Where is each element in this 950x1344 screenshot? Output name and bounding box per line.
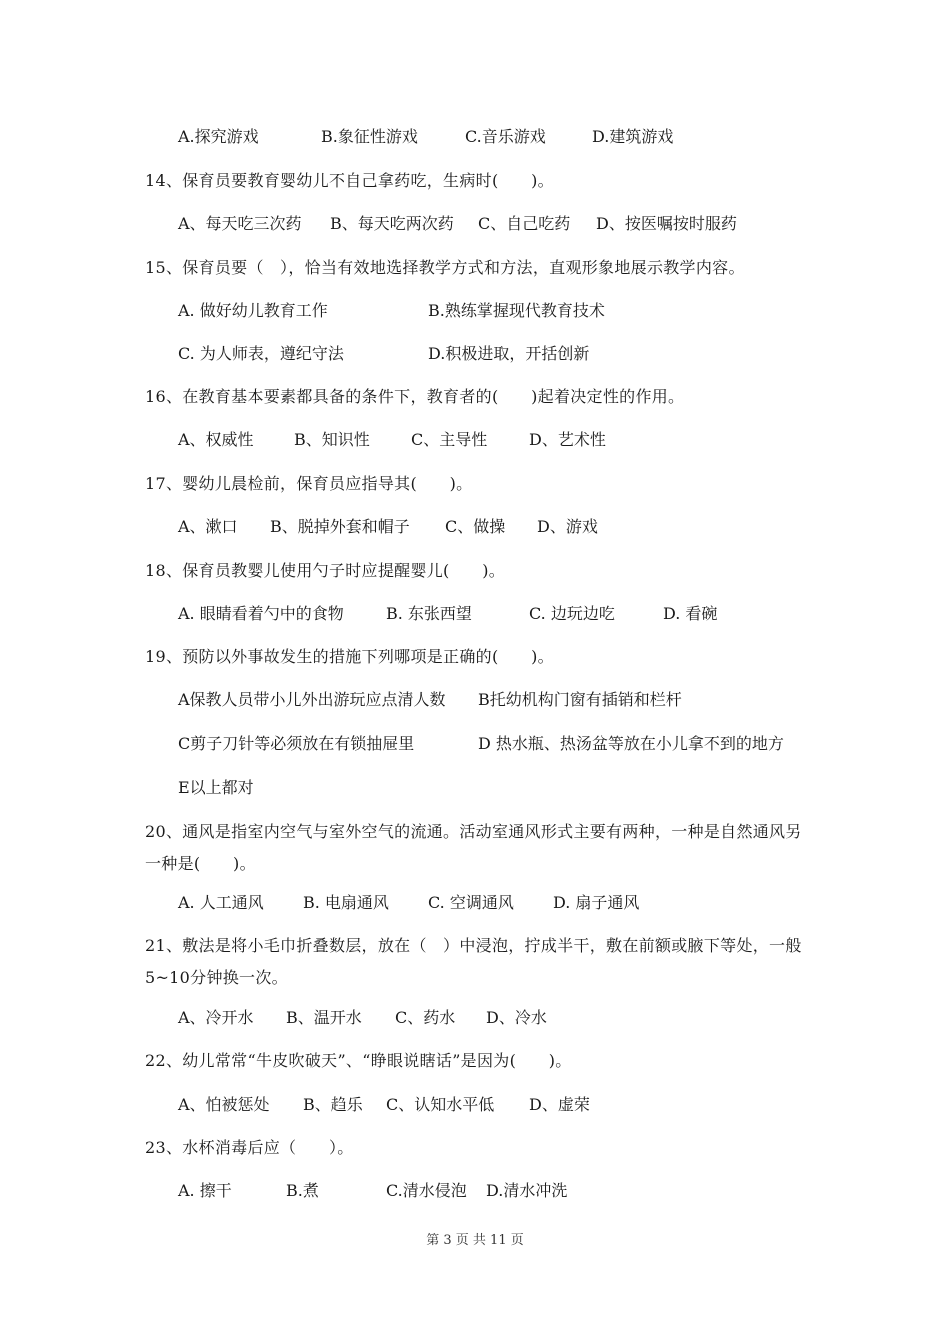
q13-option-b: B.象征性游戏	[321, 127, 418, 146]
q23-option-a: A. 擦干	[178, 1181, 232, 1200]
q18-option-a: A. 眼睛看着勺中的食物	[178, 604, 344, 623]
q21-option-b: B、温开水	[286, 1008, 362, 1027]
q22-stem: 22、幼儿常常“牛皮吹破天”、“睁眼说瞎话”是因为( )。	[145, 1051, 572, 1070]
q13-option-d: D.建筑游戏	[592, 127, 674, 146]
q13-option-a: A.探究游戏	[178, 127, 259, 146]
q15-option-a: A. 做好幼儿教育工作	[178, 301, 328, 320]
q17-option-c: C、做操	[445, 517, 506, 536]
q17-option-a: A、漱口	[178, 517, 238, 536]
q20-option-a: A. 人工通风	[178, 893, 264, 912]
q23-option-b: B.煮	[286, 1181, 319, 1200]
q19-option-d: D 热水瓶、热汤盆等放在小儿拿不到的地方	[478, 734, 784, 753]
q17-stem: 17、婴幼儿晨检前，保育员应指导其( )。	[145, 474, 473, 493]
q21-option-a: A、冷开水	[178, 1008, 254, 1027]
q15-option-b: B.熟练掌握现代教育技术	[428, 301, 605, 320]
q18-option-c: C. 边玩边吃	[529, 604, 615, 623]
q22-option-c: C、认知水平低	[386, 1095, 495, 1114]
q23-stem: 23、水杯消毒后应（ ）。	[145, 1138, 354, 1157]
q20-option-d: D. 扇子通风	[553, 893, 640, 912]
q14-option-c: C、自己吃药	[478, 214, 571, 233]
q16-option-c: C、主导性	[411, 430, 488, 449]
q17-option-d: D、游戏	[537, 517, 598, 536]
q13-option-c: C.音乐游戏	[465, 127, 546, 146]
q21-stem: 21、敷法是将小毛巾折叠数层，放在（ ）中浸泡，拧成半干，敷在前额或腋下等处，一般5~10分钟换一次。	[145, 936, 802, 987]
q18-stem: 18、保育员教婴儿使用勺子时应提醒婴儿( )。	[145, 561, 506, 580]
q20-option-b: B. 电扇通风	[303, 893, 389, 912]
q19-stem: 19、预防以外事故发生的措施下列哪项是正确的( )。	[145, 647, 554, 666]
q22-option-d: D、虚荣	[529, 1095, 590, 1114]
q19-option-e: E以上都对	[178, 778, 254, 797]
q17-option-b: B、脱掉外套和帽子	[270, 517, 410, 536]
q14-option-a: A、每天吃三次药	[178, 214, 302, 233]
q15-stem: 15、保育员要（ ），恰当有效地选择教学方式和方法，直观形象地展示教学内容。	[145, 258, 745, 277]
q14-stem: 14、保育员要教育婴幼儿不自己拿药吃，生病时( )。	[145, 171, 554, 190]
q19-option-b: B托幼机构门窗有插销和栏杆	[478, 690, 682, 709]
q19-option-a: A保教人员带小儿外出游玩应点清人数	[178, 690, 446, 709]
q18-option-d: D. 看碗	[663, 604, 718, 623]
q21-option-d: D、冷水	[486, 1008, 547, 1027]
q16-stem: 16、在教育基本要素都具备的条件下，教育者的( )起着决定性的作用。	[145, 387, 685, 406]
q22-option-a: A、怕被惩处	[178, 1095, 270, 1114]
q16-option-b: B、知识性	[294, 430, 370, 449]
q14-option-b: B、每天吃两次药	[330, 214, 454, 233]
q15-option-d: D.积极进取，开括创新	[428, 344, 590, 363]
q20-option-c: C. 空调通风	[428, 893, 514, 912]
q18-option-b: B. 东张西望	[386, 604, 472, 623]
q23-option-d: D.清水冲洗	[486, 1181, 568, 1200]
q16-option-a: A、权威性	[178, 430, 254, 449]
q22-option-b: B、趋乐	[303, 1095, 363, 1114]
q16-option-d: D、艺术性	[529, 430, 606, 449]
q15-option-c: C. 为人师表，遵纪守法	[178, 344, 344, 363]
q14-option-d: D、按医嘱按时服药	[596, 214, 737, 233]
q21-option-c: C、药水	[395, 1008, 456, 1027]
page-number-footer: 第 3 页 共 11 页	[426, 1233, 524, 1248]
q23-option-c: C.清水侵泡	[386, 1181, 467, 1200]
q20-stem: 20、通风是指室内空气与室外空气的流通。活动室通风形式主要有两种，一种是自然通风另一种是( )。	[145, 822, 802, 873]
q19-option-c: C剪子刀针等必须放在有锁抽屉里	[178, 734, 415, 753]
